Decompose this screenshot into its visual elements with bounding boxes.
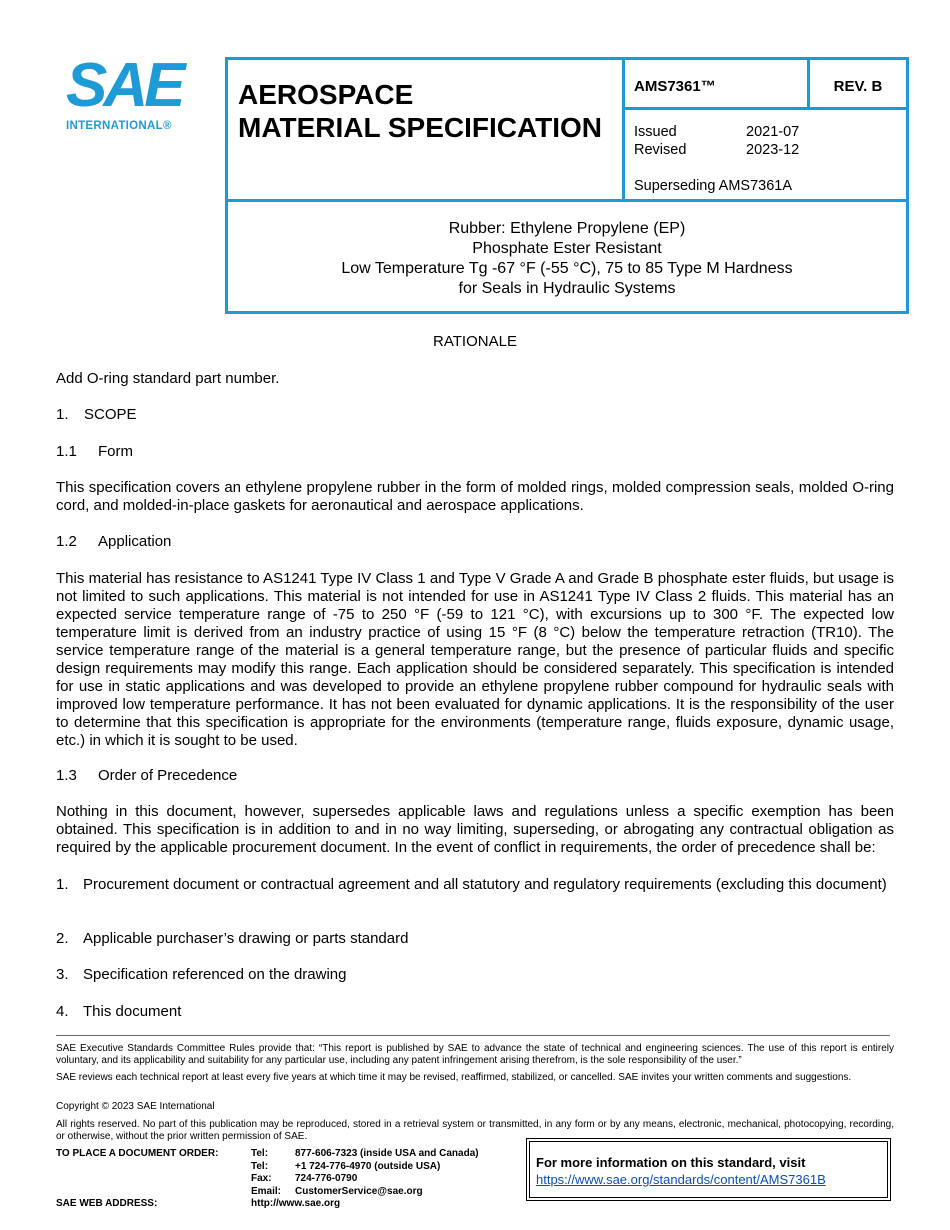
footer-review-text: SAE reviews each technical report at least every five years at which time it may be revised, reaffirmed, stabilized, or cancelled. SAE invites your written comments and suggestions. xyxy=(56,1072,852,1083)
footer-copyright: Copyright © 2023 SAE International xyxy=(56,1101,215,1112)
subject-box xyxy=(225,199,909,314)
issued-value: 2021-07 xyxy=(746,124,800,140)
section-title: Form xyxy=(98,443,133,460)
list-number: 3. xyxy=(56,966,69,983)
doc-number: AMS7361™ xyxy=(634,78,716,95)
list-text: This document xyxy=(83,1003,182,1020)
sae-logo xyxy=(66,51,186,136)
dates xyxy=(634,123,799,195)
list-text: Applicable purchaser’s drawing or parts standard xyxy=(83,930,409,947)
order-paragraph: Nothing in this document, however, supersedes applicable laws and regulations unless a specific exemption has been obtained. This specification is in addition to and in no way limiting, superseding, or abrogating any contractual obligation as required by the applicable procurement document. In the event of conflict in requirements, the order of precedence shall be: xyxy=(56,803,894,856)
footer-rules-text: SAE Executive Standards Committee Rules provide that: “This report is published by SAE to advance the state of technical and engineering sciences. The use of this report is entirely voluntary, and its applicability and suitability for any particular use, including any patent infringement arising therefrom, is the sole responsibility of the user.” xyxy=(56,1043,894,1066)
title-line-2: MATERIAL SPECIFICATION xyxy=(238,112,602,143)
list-number: 2. xyxy=(56,930,69,947)
issued-label: Issued xyxy=(634,124,677,140)
section-order-heading xyxy=(56,767,894,785)
section-number: 1. xyxy=(56,406,69,423)
section-number: 1.1 xyxy=(56,443,77,460)
dates-box xyxy=(622,107,909,202)
list-item xyxy=(56,966,894,984)
revision-box xyxy=(807,57,909,110)
list-item xyxy=(56,1003,894,1021)
footer-divider xyxy=(56,1035,890,1036)
web-address[interactable]: http://www.sae.org xyxy=(251,1198,341,1209)
logo-subtitle: INTERNATIONAL® xyxy=(66,120,172,132)
section-number: 1.3 xyxy=(56,767,77,784)
fax-value: 724-776-0790 xyxy=(295,1173,358,1184)
subject-line-3: Low Temperature Tg -67 °F (-55 °C), 75 to 85 Type M Hardness xyxy=(341,260,793,277)
subject-line-4: for Seals in Hydraulic Systems xyxy=(458,280,676,297)
subject-title xyxy=(228,219,906,299)
subject-line-1: Rubber: Ethylene Propylene (EP) xyxy=(448,220,686,237)
logo-mark: SAE xyxy=(66,51,182,120)
section-application-heading xyxy=(56,533,894,551)
section-number: 1.2 xyxy=(56,533,77,550)
more-info-box xyxy=(526,1138,891,1201)
fax-label: Fax: xyxy=(251,1173,272,1184)
application-paragraph: This material has resistance to AS1241 Type IV Class 1 and Type V Grade A and Grade B phosphate ester fluids, but usage is not limited to such applications. This material is not intended for use in AS1241 Type IV Class 2 fluids. This material has an expected service temperature range of -75 to 250 °F (-59 to 121 °C), with excursions up to 300 °F. The expected low temperature limit is derived from an industry practice of using 15 °F (8 °C) below the temperature retraction (TR10). The service temperature range of the material is a general temperature range, but the presence of particular fluids and specific design requirements may modify this range. Each application should be considered separately. This specification is intended for use in static applications and was developed to provide an ethylene propylene rubber compound for hydraulic seals with improved low temperature performance. It has not been evaluated for dynamic applications. It is the responsibility of the user to determine that this specification is appropriate for the environments (temperature range, fluids exposure, dynamic usage, etc.) in which it is sought to be used. xyxy=(56,570,894,749)
tel-label: Tel: xyxy=(251,1148,269,1159)
more-info-title: For more information on this standard, visit xyxy=(536,1155,806,1170)
list-text: Procurement document or contractual agreement and all statutory and regulatory requirements (excluding this document) xyxy=(83,876,887,893)
subject-line-2: Phosphate Ester Resistant xyxy=(472,240,662,257)
list-item xyxy=(56,876,894,912)
title-line-1: AEROSPACE xyxy=(238,79,414,110)
document-type-title xyxy=(238,78,602,144)
footer-rights-text: All rights reserved. No part of this publication may be reproduced, stored in a retrieval system or transmitted, in any form or by any means, electronic, mechanical, photocopying, recording, or otherwise, without the prior written permission of SAE. xyxy=(56,1119,894,1142)
list-number: 1. xyxy=(56,876,69,893)
web-label: SAE WEB ADDRESS: xyxy=(56,1198,158,1209)
superseding: Superseding AMS7361A xyxy=(634,178,792,194)
email-label: Email: xyxy=(251,1185,282,1197)
list-number: 4. xyxy=(56,1003,69,1020)
contact-values xyxy=(295,1148,479,1198)
revised-value: 2023-12 xyxy=(746,142,800,158)
section-scope-heading xyxy=(56,406,894,424)
revision: REV. B xyxy=(833,78,883,95)
section-title: SCOPE xyxy=(84,406,137,423)
section-title: Application xyxy=(98,533,172,550)
revised-label: Revised xyxy=(634,142,687,158)
rationale-heading: RATIONALE xyxy=(433,333,517,350)
contact-labels xyxy=(251,1148,281,1198)
form-paragraph: This specification covers an ethylene propylene rubber in the form of molded rings, molded compression seals, molded O-ring cord, and molded-in-place gaskets for aeronautical and aerospace applications. xyxy=(56,479,894,514)
standard-link[interactable]: https://www.sae.org/standards/content/AMS7361B xyxy=(536,1172,826,1187)
doc-number-box xyxy=(622,57,810,110)
email-value[interactable]: CustomerService@sae.org xyxy=(295,1185,423,1197)
section-form-heading xyxy=(56,443,894,461)
list-item xyxy=(56,930,894,948)
list-text: Specification referenced on the drawing xyxy=(83,966,347,983)
tel2-value: +1 724-776-4970 (outside USA) xyxy=(295,1160,441,1172)
tel-value: 877-606-7323 (inside USA and Canada) xyxy=(295,1148,479,1159)
rationale-text: Add O-ring standard part number. xyxy=(56,370,280,387)
tel2-label: Tel: xyxy=(251,1160,269,1172)
section-title: Order of Precedence xyxy=(98,767,238,784)
order-label: TO PLACE A DOCUMENT ORDER: xyxy=(56,1148,219,1159)
title-box xyxy=(225,57,625,202)
